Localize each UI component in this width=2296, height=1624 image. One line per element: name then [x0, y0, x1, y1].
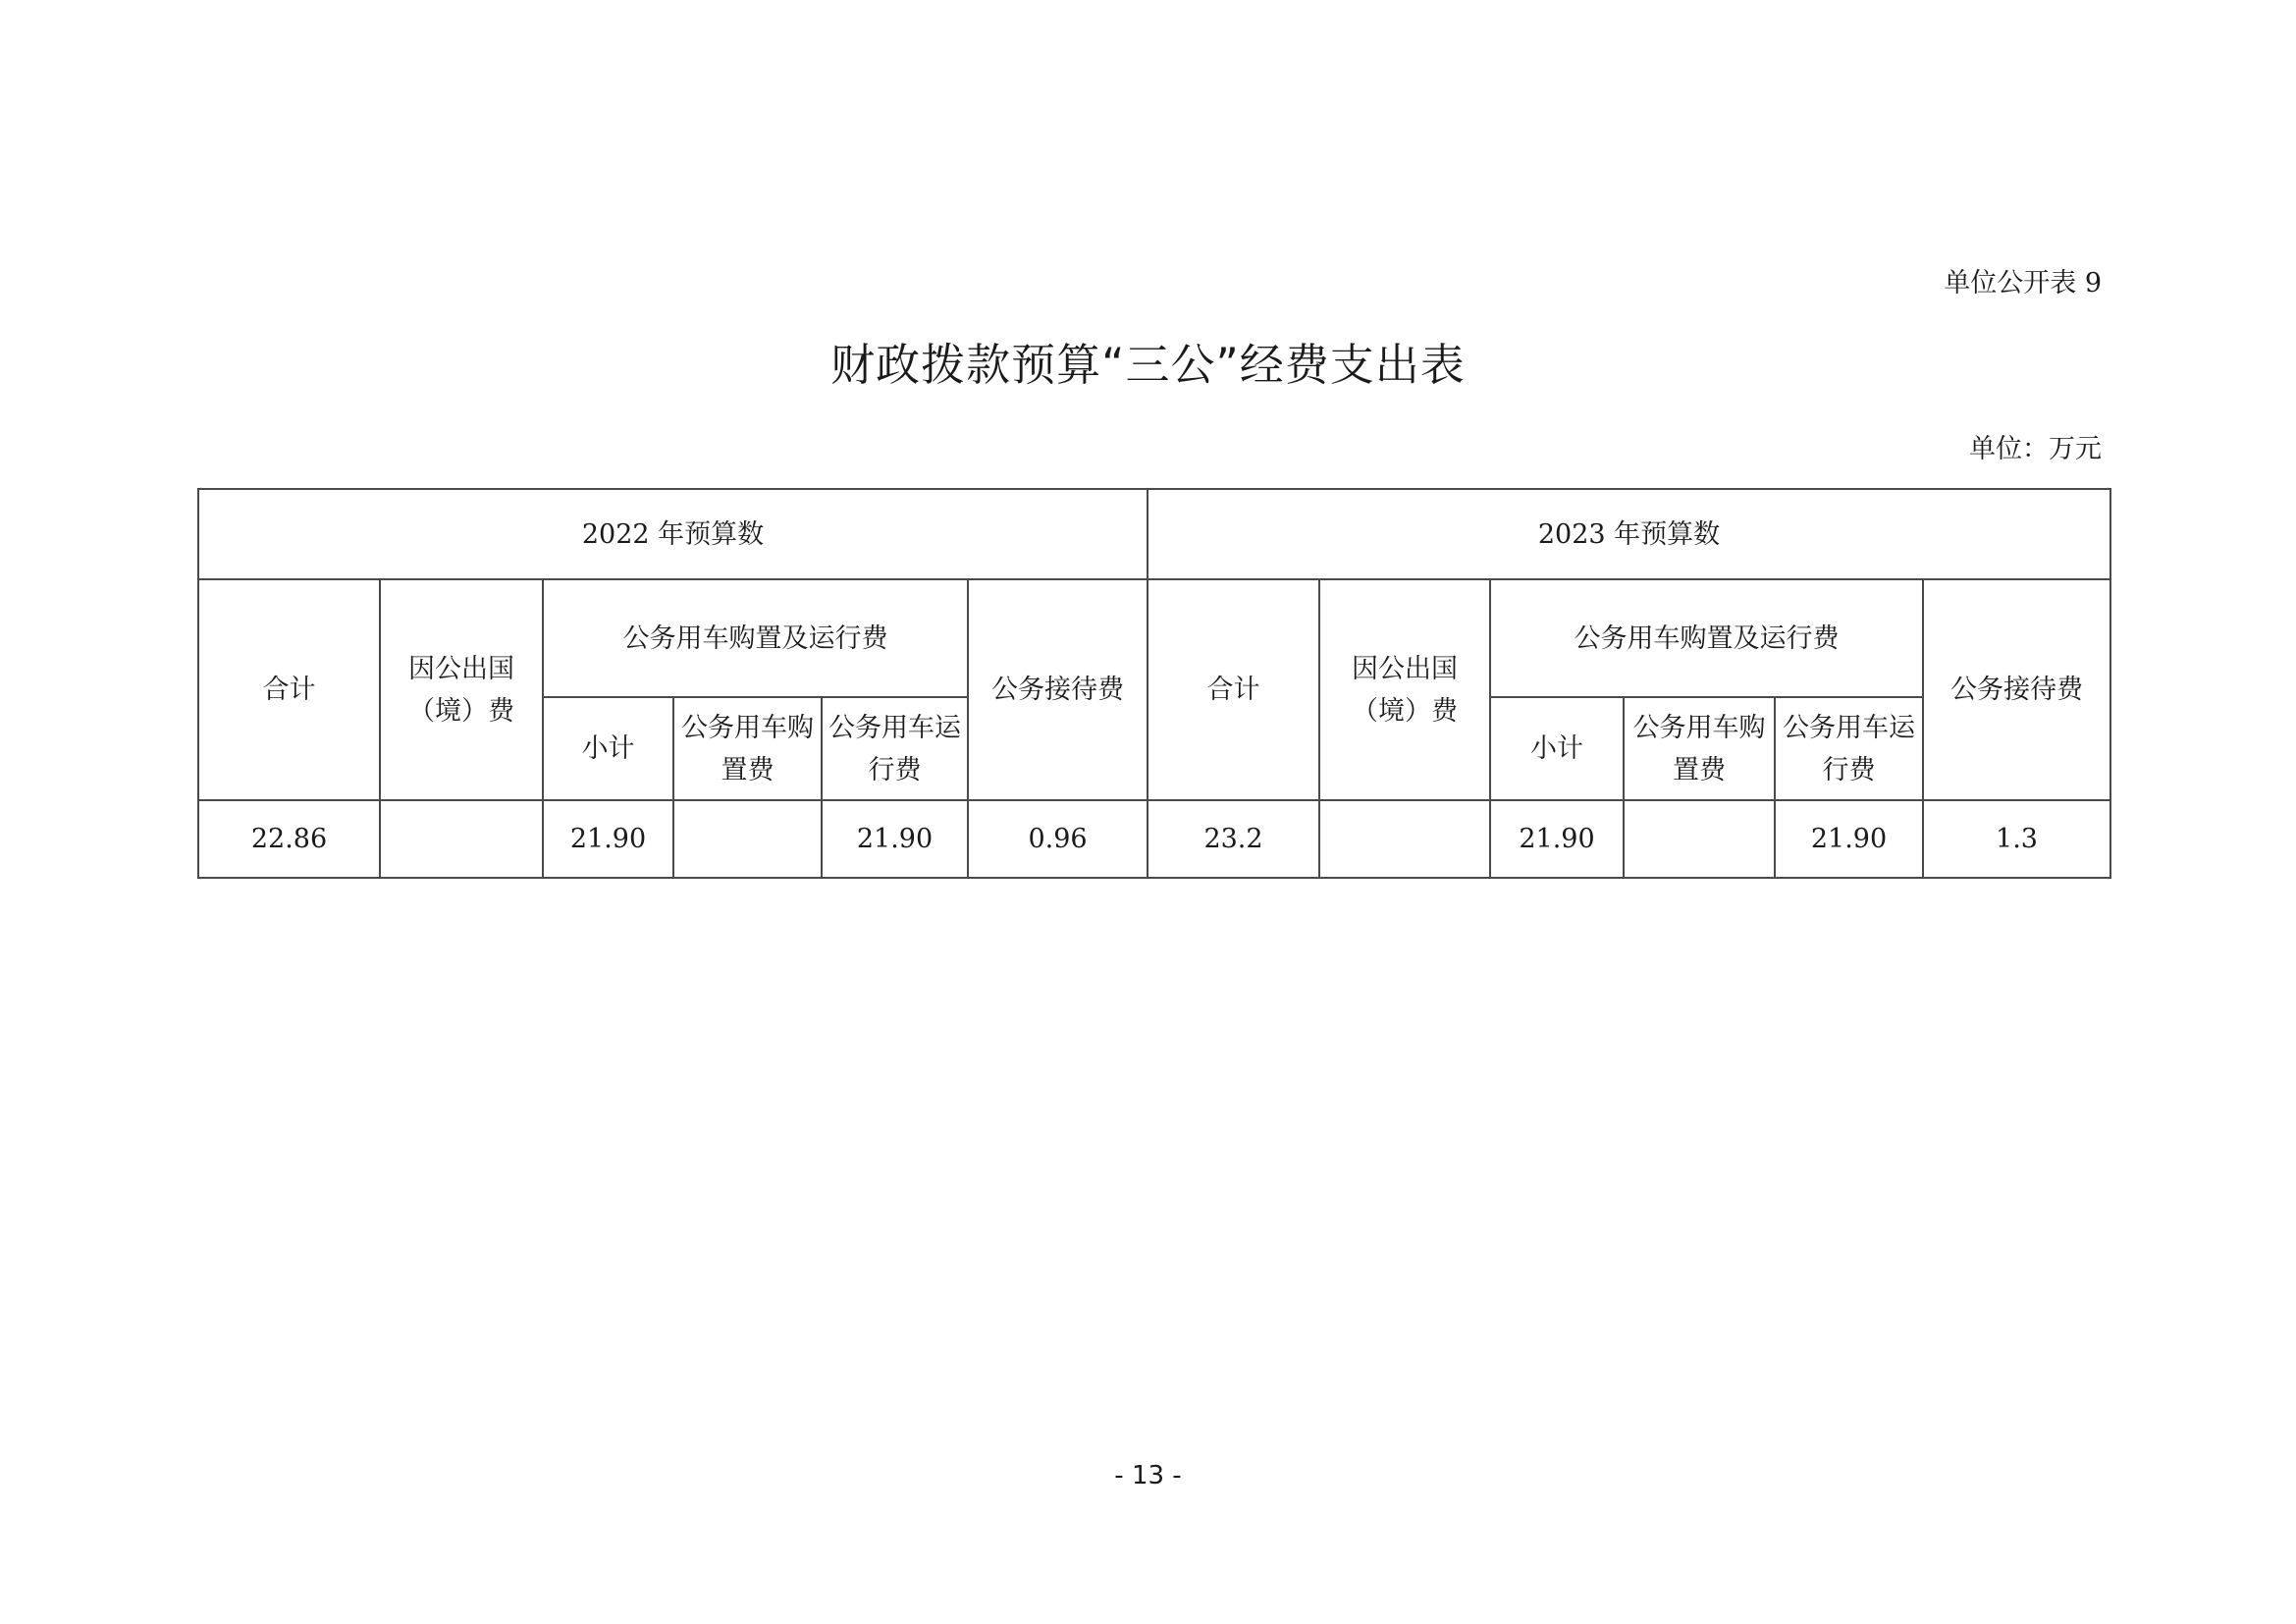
vehicle-operation-value-2022: 21.90	[822, 800, 968, 878]
vehicle-purchase-header-2023: 公务用车购置费	[1624, 697, 1775, 800]
page-number: - 13 -	[1114, 1461, 1182, 1490]
year-2022-header: 2022 年预算数	[198, 489, 1148, 579]
abroad-value-2022	[380, 800, 543, 878]
vehicle-operation-header-2022: 公务用车运行费	[822, 697, 968, 800]
total-value-2022: 22.86	[198, 800, 380, 878]
unit-label: 单位：万元	[1969, 434, 2102, 464]
reception-header-2023: 公务接待费	[1923, 579, 2110, 800]
year-header-row	[198, 489, 2110, 579]
vehicle-operation-header-2023: 公务用车运行费	[1775, 697, 1923, 800]
vehicle-operation-value-2023: 21.90	[1775, 800, 1923, 878]
total-value-2023: 23.2	[1148, 800, 1319, 878]
subtotal-value-2022: 21.90	[543, 800, 673, 878]
vehicle-purchase-value-2022	[673, 800, 822, 878]
total-header-2023: 合计	[1148, 579, 1319, 800]
subtotal-value-2023: 21.90	[1490, 800, 1624, 878]
abroad-value-2023	[1319, 800, 1490, 878]
vehicle-group-header-2023: 公务用车购置及运行费	[1490, 579, 1923, 697]
table-row	[198, 800, 2110, 878]
abroad-header-2022: 因公出国（境）费	[380, 579, 543, 800]
reception-value-2023: 1.3	[1923, 800, 2110, 878]
subtotal-header-2023: 小计	[1490, 697, 1624, 800]
vehicle-purchase-value-2023	[1624, 800, 1775, 878]
category-header-row	[198, 579, 2110, 697]
reception-value-2022: 0.96	[968, 800, 1148, 878]
vehicle-group-header-2022: 公务用车购置及运行费	[543, 579, 968, 697]
vehicle-purchase-header-2022: 公务用车购置费	[673, 697, 822, 800]
form-number: 单位公开表 9	[1944, 268, 2102, 298]
subtotal-header-2022: 小计	[543, 697, 673, 800]
document-title: 财政拨款预算“三公”经费支出表	[830, 339, 1466, 391]
three-public-expenditure-table	[197, 488, 2111, 879]
total-header-2022: 合计	[198, 579, 380, 800]
reception-header-2022: 公务接待费	[968, 579, 1148, 800]
year-2023-header: 2023 年预算数	[1148, 489, 2110, 579]
abroad-header-2023: 因公出国（境）费	[1319, 579, 1490, 800]
